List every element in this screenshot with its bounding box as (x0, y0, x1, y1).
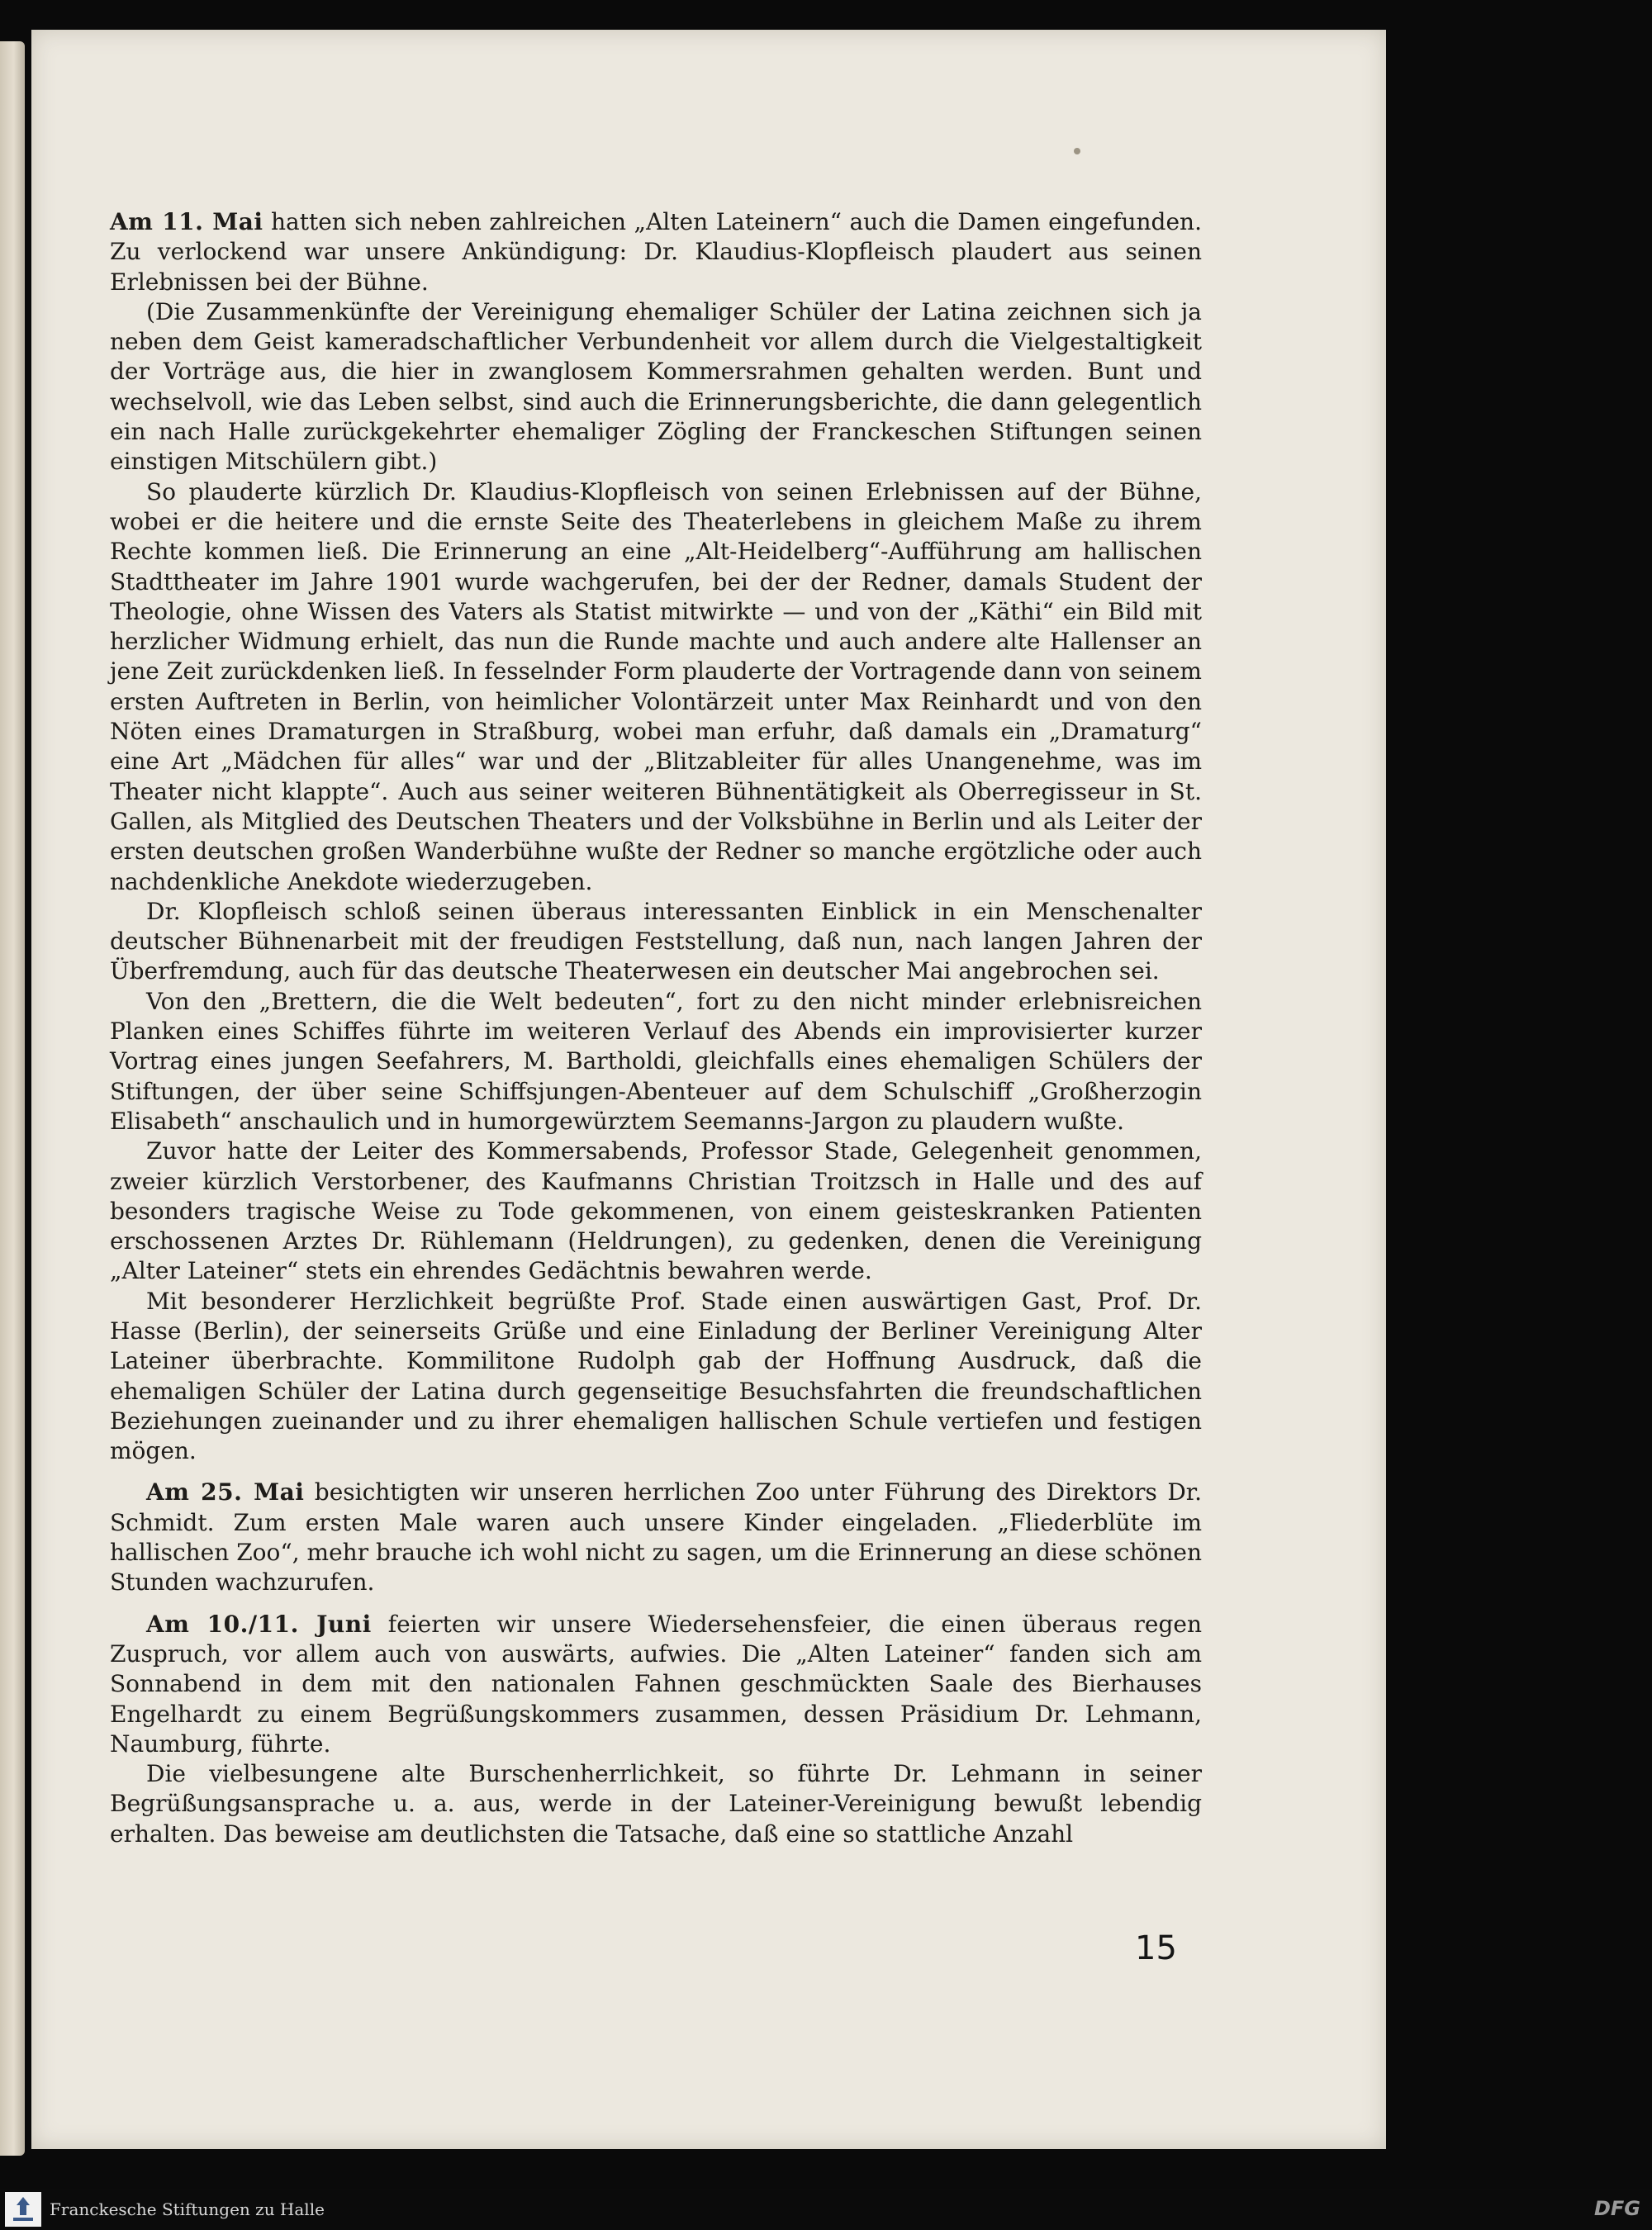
paragraph-text: Dr. Klopfleisch schloß seinen überaus interessanten Einblick in ein Menschenalter deutscher Bühnenarbeit mit der freudigen Feststellung, daß nun, nach langen Jahren der Überfremdung, auch für das deutsche Theaterwesen ein deutscher Mai angebrochen sei. (110, 897, 1202, 985)
paragraph-text: So plauderte kürzlich Dr. Klaudius-Klopfleisch von seinen Erlebnissen auf der Bühne, wobei er die heitere und die ernste Seite des Theaterlebens in gleichem Maße zu ihrem Rechte kommen ließ. Die Erinnerung an eine „Alt-Heidelberg“-Aufführung am hallischen Stadttheater im Jahre 1901 wurde wachgerufen, bei der der Redner, damals Student der Theologie, ohne Wissen des Vaters als Statist mitwirkte — und von der „Käthi“ ein Bild mit herzlicher Widmung erhielt, das nun die Runde machte und auch andere alte Hallenser an jene Zeit zurückdenken ließ. In fesselnder Form plauderte der Vortragende dann von seinem ersten Auftreten in Berlin, von heimlicher Volontärzeit unter Max Reinhardt und von den Nöten eines Dramaturgen in Straßburg, wobei man erfuhr, daß damals ein „Dramaturg“ eine Art „Mädchen für alles“ war und der „Blitzableiter für alles Unangenehme, was im Theater nicht klappte“. Auch aus seiner weiteren Bühnentätigkeit als Oberregisseur in St. Gallen, als Mitglied des Deutschen Theaters und der Volksbühne in Berlin und als Leiter der ersten deutschen großen Wanderbühne wußte der Redner so manche ergötzliche oder auch nachdenkliche Anekdote wiederzugeben. (110, 477, 1202, 895)
previous-page-edge (0, 41, 25, 2156)
paragraph-text: feierten wir unsere Wiedersehensfeier, die einen überaus regen Zuspruch, vor allem auch von auswärts, aufwies. Die „Alten Lateiner“ fanden sich am Sonnabend in dem mit den nationalen Fahnen geschmückten Saale des Bierhauses Engelhardt zu einem Begrüßungskommers zusammen, dessen Präsidium Dr. Lehmann, Naumburg, führte. (110, 1610, 1202, 1758)
paragraph-text: Von den „Brettern, die die Welt bedeuten“, fort zu den nicht minder erlebnisreichen Planken eines Schiffes führte im weiteren Verlauf des Abends ein improvisierter kurzer Vortrag eines jungen Seefahrers, M. Bartholdi, gleichfalls eines ehemaligen Schülers der Stiftungen, der über seine Schiffsjungen-Abenteuer auf dem Schulschiff „Großherzogin Elisabeth“ anschaulich und in humorgewürztem Seemanns-Jargon zu plaudern wußte. (110, 987, 1202, 1135)
dfg-logo: DFG (1593, 2197, 1640, 2220)
footer-bar (0, 2189, 1652, 2230)
paragraph (110, 477, 1202, 897)
paragraph-text: Zuvor hatte der Leiter des Kommersabends, Professor Stade, Gelegenheit genommen, zweier kürzlich Verstorbener, des Kaufmanns Christian Troitzsch in Halle und des auf besonders tragische Weise zu Tode gekommenen, von einem geisteskranken Patienten erschossenen Arztes Dr. Rühlemann (Heldrungen), zu gedenken, denen die Vereinigung „Alter Lateiner“ stets ein ehrendes Gedächtnis bewahren werde. (110, 1137, 1202, 1285)
paragraph (110, 1136, 1202, 1286)
institution-name: Franckesche Stiftungen zu Halle (50, 2199, 325, 2219)
paragraph (110, 1759, 1202, 1849)
paragraph (110, 987, 1202, 1136)
paragraph (110, 207, 1202, 297)
paragraph (110, 1478, 1202, 1597)
paragraph-text: Die vielbesungene alte Burschenherrlichkeit, so führte Dr. Lehmann in seiner Begrüßungsansprache u. a. aus, werde in der Lateiner-Vereinigung bewußt lebendig erhalten. Das beweise am deutlichsten die Tatsache, daß eine so stattliche Anzahl (110, 1760, 1202, 1848)
date-lead: Am 11. Mai (110, 208, 263, 235)
paragraph (110, 1610, 1202, 1759)
paragraph (110, 297, 1202, 477)
page-spot (1074, 148, 1080, 154)
institution-logo-icon (5, 2192, 41, 2227)
body-text (110, 207, 1202, 1849)
page-number: 15 (1135, 1929, 1177, 1967)
paragraph (110, 1287, 1202, 1467)
date-lead: Am 25. Mai (146, 1478, 305, 1506)
paragraph-text: besichtigten wir unseren herrlichen Zoo unter Führung des Direktors Dr. Schmidt. Zum ersten Male waren auch unsere Kinder eingeladen. „Fliederblüte im hallischen Zoo“, mehr brauche ich wohl nicht zu sagen, um die Erinnerung an diese schönen Stunden wachzurufen. (110, 1478, 1202, 1597)
date-lead: Am 10./11. Juni (146, 1610, 372, 1638)
paragraph (110, 897, 1202, 987)
paragraph-text: hatten sich neben zahlreichen „Alten Lateinern“ auch die Damen eingefunden. Zu verlockend war unsere Ankündigung: Dr. Klaudius-Klopfleisch plaudert aus seinen Erlebnissen bei der Bühne. (110, 208, 1202, 296)
paragraph-text: (Die Zusammenkünfte der Vereinigung ehemaliger Schüler der Latina zeichnen sich ja neben dem Geist kameradschaftlicher Verbundenheit vor allem durch die Vielgestaltigkeit der Vorträge aus, die hier in zwanglosem Kommersrahmen gehalten werden. Bunt und wechselvoll, wie das Leben selbst, sind auch die Erinnerungsberichte, die dann gelegentlich ein nach Halle zurückgekehrter ehemaliger Zögling der Franckeschen Stiftungen seinen einstigen Mitschülern gibt.) (110, 297, 1202, 476)
paragraph-text: Mit besonderer Herzlichkeit begrüßte Prof. Stade einen auswärtigen Gast, Prof. Dr. Hasse (Berlin), der seinerseits Grüße und eine Einladung der Berliner Vereinigung Alter Lateiner überbrachte. Kommilitone Rudolph gab der Hoffnung Ausdruck, daß die ehemaligen Schüler der Latina durch gegenseitige Besuchsfahrten die freundschaftlichen Beziehungen zueinander und zu ihrer ehemaligen hallischen Schule vertiefen und festigen mögen. (110, 1287, 1202, 1465)
book-page (31, 30, 1386, 2149)
